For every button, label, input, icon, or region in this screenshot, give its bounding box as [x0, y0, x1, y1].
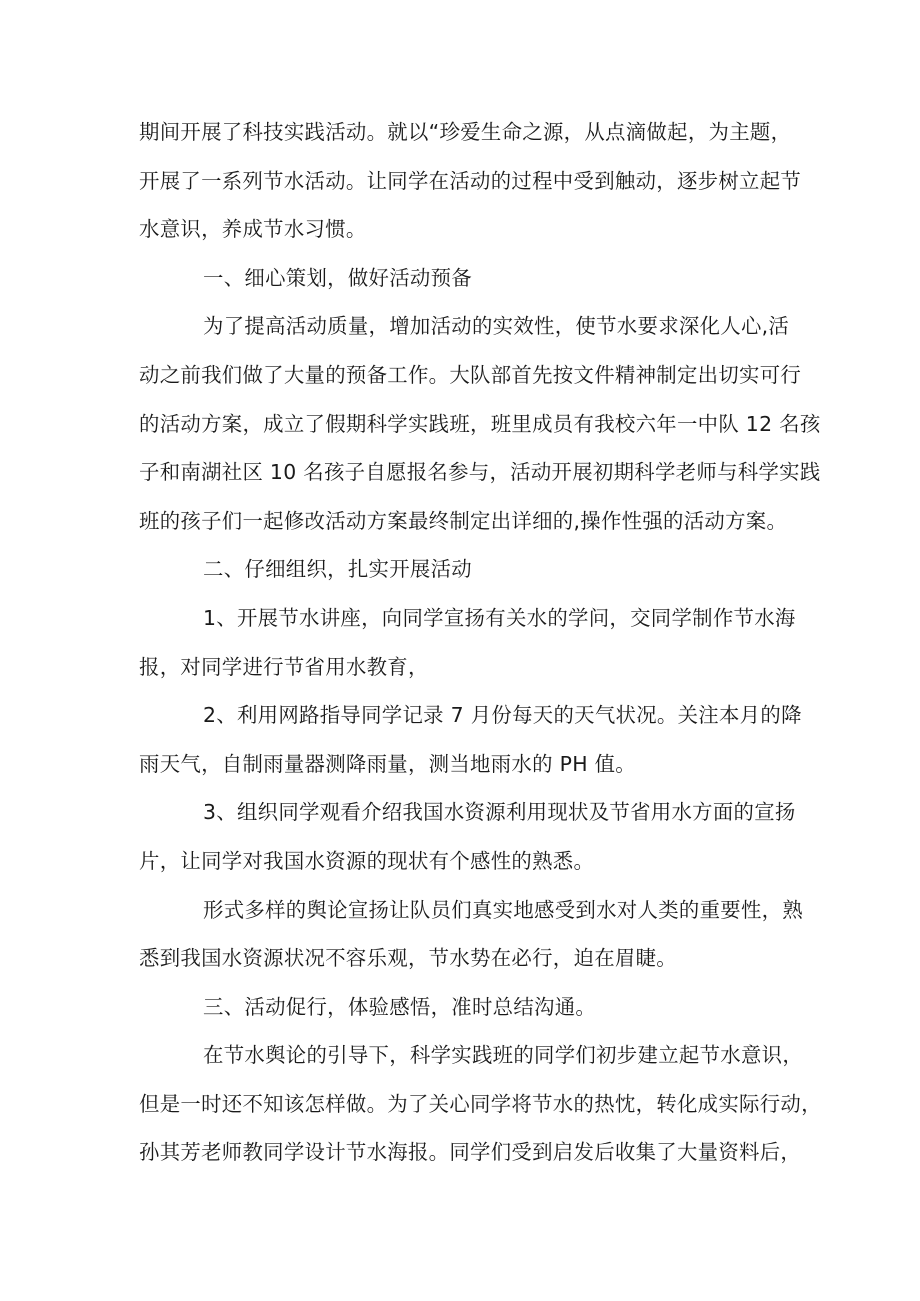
- text-line: 在节水舆论的引导下，科学实践班的同学们初步建立起节水意识，: [203, 1043, 804, 1068]
- text-line: 期间开展了科技实践活动。就以“珍爱生命之源，从点滴做起，为主题，: [139, 120, 792, 144]
- text-line: 2、利用网路指导同学记录 7 月份每天的天气状况。关注本月的降: [203, 703, 802, 728]
- text-line: 悉到我国水资源状况不容乐观，节水势在必行，迫在眉睫。: [139, 946, 677, 971]
- list-item-1: [139, 594, 796, 691]
- section-heading-3: [139, 983, 789, 1032]
- text-line: 3、组织同学观看介绍我国水资源利用现状及节省用水方面的宣扬: [203, 800, 796, 825]
- section-heading-2: [139, 545, 789, 594]
- text-line: 形式多样的舆论宣扬让队员们真实地感受到水对人类的重要性，熟: [203, 897, 804, 922]
- text-line: 片，让同学对我国水资源的现状有个感性的熟悉。: [139, 848, 595, 873]
- list-item-3: [139, 788, 796, 885]
- text-line: 子和南湖社区 10 名孩子自愿报名参与，活动开展初期科学老师与科学实践: [139, 460, 821, 485]
- list-item-2: [139, 691, 802, 788]
- paragraph-intro: [139, 108, 802, 254]
- paragraph-publicity: [139, 886, 804, 983]
- document-body: [139, 108, 822, 1177]
- text-line: 的活动方案，成立了假期科学实践班，班里成员有我校六年一中队 12 名孩: [139, 411, 821, 436]
- heading-line: 三、活动促行，体验感悟，准时总结沟通。: [203, 994, 597, 1019]
- text-line: 水意识，养成节水习惯。: [139, 217, 367, 242]
- section-heading-1: [139, 254, 789, 303]
- text-line: 1、开展节水讲座，向同学宣扬有关水的学问，交同学制作节水海: [203, 605, 796, 630]
- text-line: 班的孩子们一起修改活动方案最终制定出详细的,操作性强的活动方案。: [139, 508, 788, 533]
- text-line: 孙其芳老师教同学设计节水海报。同学们受到启发后收集了大量资料后，: [139, 1140, 802, 1165]
- text-line: 但是一时还不知该怎样做。为了关心同学将节水的热忱，转化成实际行动，: [139, 1091, 822, 1116]
- paragraph-preparation: [139, 302, 821, 545]
- text-line: 报，对同学进行节省用水教育，: [139, 654, 429, 679]
- text-line: 为了提高活动质量，增加活动的实效性，使节水要求深化人心,活: [203, 314, 790, 339]
- text-line: 动之前我们做了大量的预备工作。大队部首先按文件精神制定出切实可行: [139, 362, 802, 387]
- text-line: 开展了一系列节水活动。让同学在活动的过程中受到触动，逐步树立起节: [139, 168, 802, 193]
- heading-line: 二、仔细组织，扎实开展活动: [203, 557, 472, 582]
- paragraph-guidance: [139, 1031, 822, 1177]
- heading-line: 一、细心策划，做好活动预备: [203, 265, 472, 290]
- text-line: 雨天气，自制雨量器测降雨量，测当地雨水的 PH 值。: [139, 751, 636, 776]
